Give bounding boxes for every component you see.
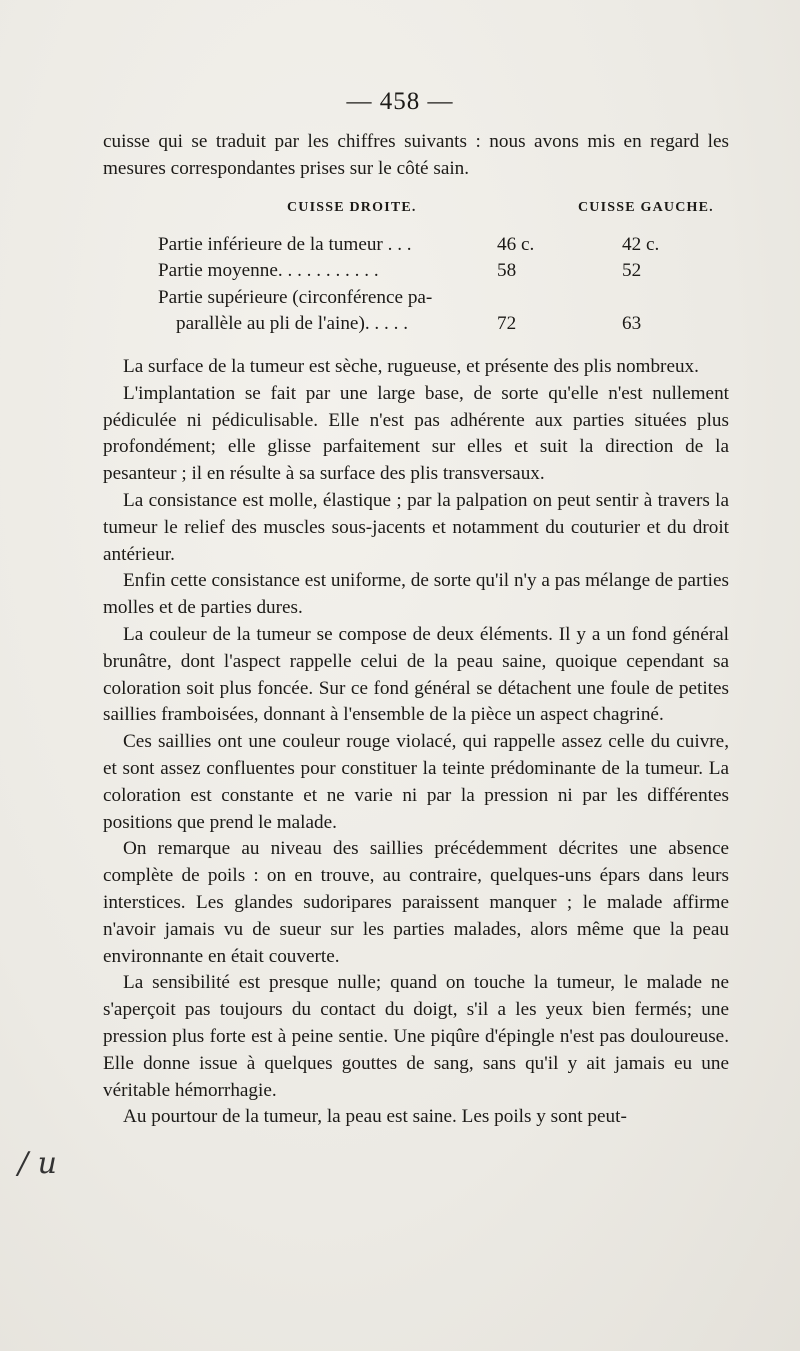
paragraph: La couleur de la tumeur se compose de deux éléments. Il y a un fond général brunâtre, dont l'aspect rappelle celui de la peau saine, quoique cependant sa coloration soit plus foncée. Sur ce fond général se détachent une foule de petites saillies framboisées, donnant à l'ensemble de la pièce un aspect chagriné. <box>103 623 729 726</box>
row-label: parallèle au pli de l'aine). . . . . <box>176 313 409 334</box>
paragraph: Au pourtour de la tumeur, la peau est saine. Les poils y sont peut- <box>123 1106 627 1128</box>
paragraph: La surface de la tumeur est sèche, rugueuse, et présente des plis nombreux. <box>123 356 699 377</box>
paragraph: On remarque au niveau des saillies précédemment décrites une absence complète de poils : on en trouve, au contraire, quelques-uns épars dans leurs interstices. Les glandes sudoripares paraissent manquer ; le malade affirme n'avoir jamais vu de sueur sur les parties malades, alors même que la peau environnante en était couverte. <box>103 838 729 967</box>
col-header-left-thigh: CUISSE GAUCHE. <box>578 200 714 215</box>
value-right: 46 c. <box>497 234 535 255</box>
value-left: 52 <box>622 260 642 281</box>
paragraph: Enfin cette consistance est uniforme, de sorte qu'il n'y a pas mélange de parties molles et de parties dures. <box>103 570 729 619</box>
row-label: Partie moyenne. . . . . . . . . . . <box>158 260 379 281</box>
main-text <box>103 354 729 1131</box>
value-left: 42 c. <box>622 234 660 255</box>
paragraph: La sensibilité est presque nulle; quand on touche la tumeur, le malade ne s'aperçoit pas toujours du contact du doigt, s'il a les yeux bien fermés; une pression plus forte est à peine sentie. Une piqûre d'épingle n'est pas douloureuse. Elle donne issue à quelques gouttes de sang, sans qu'il y ait jamais eu une véritable hémorrhagie. <box>103 972 729 1101</box>
page-number: — 458 — <box>346 88 454 115</box>
intro-text: cuisse qui se traduit par les chiffres suivants : nous avons mis en regard les mesures correspondantes prises sur le côté sain. <box>103 131 729 179</box>
intro-paragraph <box>103 129 729 183</box>
paragraph: La consistance est molle, élastique ; par la palpation on peut sentir à travers la tumeur le relief des muscles sous-jacents et notamment du couturier et du droit antérieur. <box>103 489 729 565</box>
row-label: Partie supérieure (circonférence pa- <box>158 287 433 308</box>
paragraph: Ces saillies ont une couleur rouge violacé, qui rappelle assez celle du cuivre, et sont assez confluentes pour constituer la teinte prédominante de la tumeur. La coloration est constante et ne varie ni par la pression ni par les différentes positions que prend le malade. <box>103 731 729 833</box>
value-right: 72 <box>497 313 517 334</box>
handwritten-margin-note: / u <box>18 1146 57 1181</box>
paragraph: L'implantation se fait par une large base, de sorte qu'elle n'est nullement pédiculée ni pédiculisable. Elle n'est pas adhérente aux parties situées plus profondément; elle glisse parfaitement sur elles et suit la direction de la pesanteur ; il en résulte à sa surface des plis transversaux. <box>103 382 729 485</box>
value-left: 63 <box>622 313 642 334</box>
col-header-right-thigh: CUISSE DROITE. <box>287 200 417 215</box>
value-right: 58 <box>497 260 517 281</box>
row-label: Partie inférieure de la tumeur . . . <box>158 234 412 255</box>
